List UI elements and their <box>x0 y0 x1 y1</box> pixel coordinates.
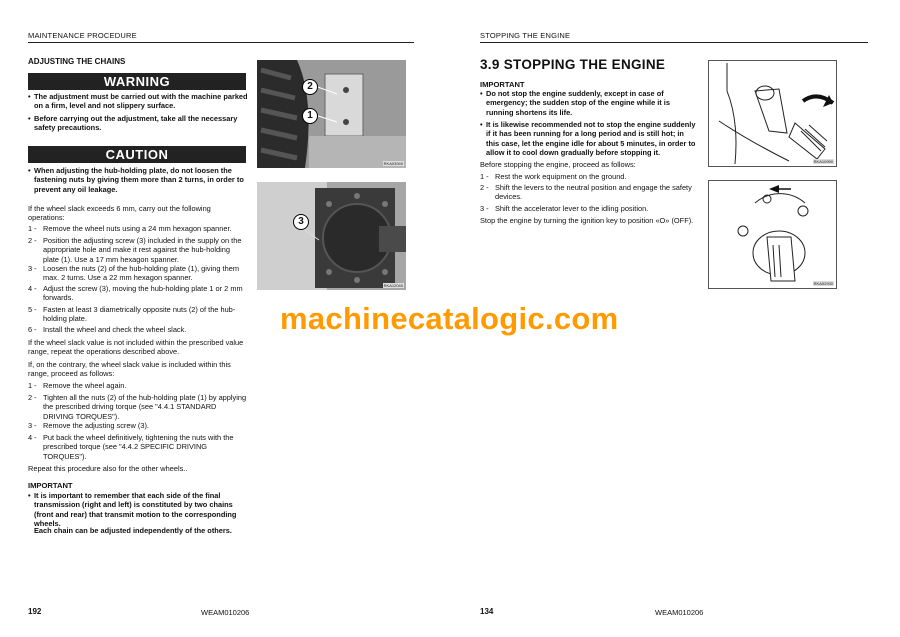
right-header-rule <box>480 42 868 43</box>
bullet-icon: • <box>28 114 31 123</box>
stop-step-3: 3 - Shift the accelerator lever to the idling position. <box>480 204 649 213</box>
watermark-text: machinecatalogic.com <box>280 301 619 336</box>
warning-bullet-2: • Before carrying out the adjustment, take all the necessary safety precautions. <box>28 114 238 133</box>
intro-paragraph: If the wheel slack exceeds 6 mm, carry out the following operations: <box>28 204 211 223</box>
important-label-right: IMPORTANT <box>480 80 525 89</box>
important-bullet-left: • It is important to remember that each side of the final transmission (right and left) is constituted by two chains (front and rear) that transmit motion to the corresponding wheels. <box>28 491 237 528</box>
photo-hub-plate <box>257 60 406 168</box>
repeat-paragraph: Repeat this procedure also for the other wheels.. <box>28 464 188 473</box>
stop-engine-paragraph: Stop the engine by turning the ignition key to position «O» (OFF). <box>480 216 694 225</box>
bullet-icon: • <box>28 491 31 500</box>
important-bullet-right-2: • It is likewise recommended not to stop the engine suddenly if it has been running for a long period and is still hot; in this case, let the engine idle for about 5 minutes, in order to allow it to cool down gradually before stopping it. <box>480 120 696 157</box>
caution-banner: CAUTION <box>28 146 246 163</box>
bullet-icon: • <box>480 120 483 129</box>
left-page-header: MAINTENANCE PROCEDURE <box>28 31 137 40</box>
section-title: ADJUSTING THE CHAINS <box>28 57 126 66</box>
step-b4: 4 - Put back the wheel definitively, tightening the nuts with the prescribed torque (see "4.4.2 SPECIFIC DRIVING TORQUES"). <box>28 433 234 461</box>
important-label-left: IMPORTANT <box>28 481 73 490</box>
caution-bullet: • When adjusting the hub-holding plate, do not loosen the fastening nuts by giving them more than 2 turns, in order to prevent any oil leakage. <box>28 166 244 194</box>
photo-adjusting-screw <box>257 182 406 290</box>
callout-2: 2 <box>302 79 318 95</box>
step-a4: 4 - Adjust the screw (3), moving the hub-holding plate 1 or 2 mm forwards. <box>28 284 243 303</box>
left-doc-code: WEAM010206 <box>201 608 250 617</box>
right-page-number: 134 <box>480 607 494 616</box>
right-page-title: 3.9 STOPPING THE ENGINE <box>480 57 666 72</box>
ignition-key-drawing <box>709 181 836 288</box>
left-page-number: 192 <box>28 607 42 616</box>
figure-accelerator-lever <box>708 60 837 167</box>
right-doc-code: WEAM010206 <box>655 608 704 617</box>
before-paragraph: Before stopping the engine, proceed as follows: <box>480 160 636 169</box>
photo-hub-plate-illustration <box>257 60 406 168</box>
step-a5: 5 - Fasten at least 3 diametrically opposite nuts (2) of the hub-holding plate. <box>28 305 236 324</box>
accelerator-lever-drawing <box>709 61 836 166</box>
para-not-included: If the wheel slack value is not included within the prescribed value range, repeat the operations described above. <box>28 338 244 357</box>
step-a3: 3 - Loosen the nuts (2) of the hub-holding plate (1), giving them max. 2 turns. Use a 22 mm hexagon spanner. <box>28 264 239 283</box>
bullet-icon: • <box>480 89 483 98</box>
step-a6: 6 - Install the wheel and check the wheel slack. <box>28 325 187 334</box>
bullet-icon: • <box>28 92 31 101</box>
important-bullet-right-1: • Do not stop the engine suddenly, except in case of emergency; the sudden stop of the engine while it is running shortens its life. <box>480 89 670 117</box>
figure2-code: RKA02930 <box>813 281 833 286</box>
stop-step-1: 1 - Rest the work equipment on the ground. <box>480 172 627 181</box>
important-extra-left: Each chain can be adjusted independently of the others. <box>34 526 232 535</box>
step-b1: 1 - Remove the wheel again. <box>28 381 127 390</box>
figure-ignition-key <box>708 180 837 289</box>
step-b3: 3 - Remove the adjusting screw (3). <box>28 421 149 430</box>
para-included: If, on the contrary, the wheel slack value is included within this range, proceed as follows: <box>28 360 231 379</box>
step-a1: 1 - Remove the wheel nuts using a 24 mm hexagon spanner. <box>28 224 232 233</box>
left-header-rule <box>28 42 414 43</box>
callout-3: 3 <box>293 214 309 230</box>
figure1-code: RKA10990 <box>813 159 833 164</box>
bullet-icon: • <box>28 166 31 175</box>
photo-adjusting-screw-illustration <box>257 182 406 290</box>
warning-banner: WARNING <box>28 73 246 90</box>
warning-bullet-1: • The adjustment must be carried out with the machine parked on a firm, level and not slippery surface. <box>28 92 248 111</box>
right-page-header: STOPPING THE ENGINE <box>480 31 571 40</box>
photo2-code: RKA12040 <box>383 283 403 288</box>
step-b2: 2 - Tighten all the nuts (2) of the hub-holding plate (1) by applying the prescribed driving torque (see "4.4.1 STANDARD DRIVING TORQUES"). <box>28 393 247 421</box>
callout-1: 1 <box>302 108 318 124</box>
stop-step-2: 2 - Shift the levers to the neutral position and engage the safety devices. <box>480 183 692 202</box>
photo1-code: RKA03940 <box>383 161 403 166</box>
step-a2: 2 - Position the adjusting screw (3) included in the supply on the appropriate hole and make it rest against the hub-holding plate (1). Use a 17 mm hexagon spanner. <box>28 236 242 264</box>
